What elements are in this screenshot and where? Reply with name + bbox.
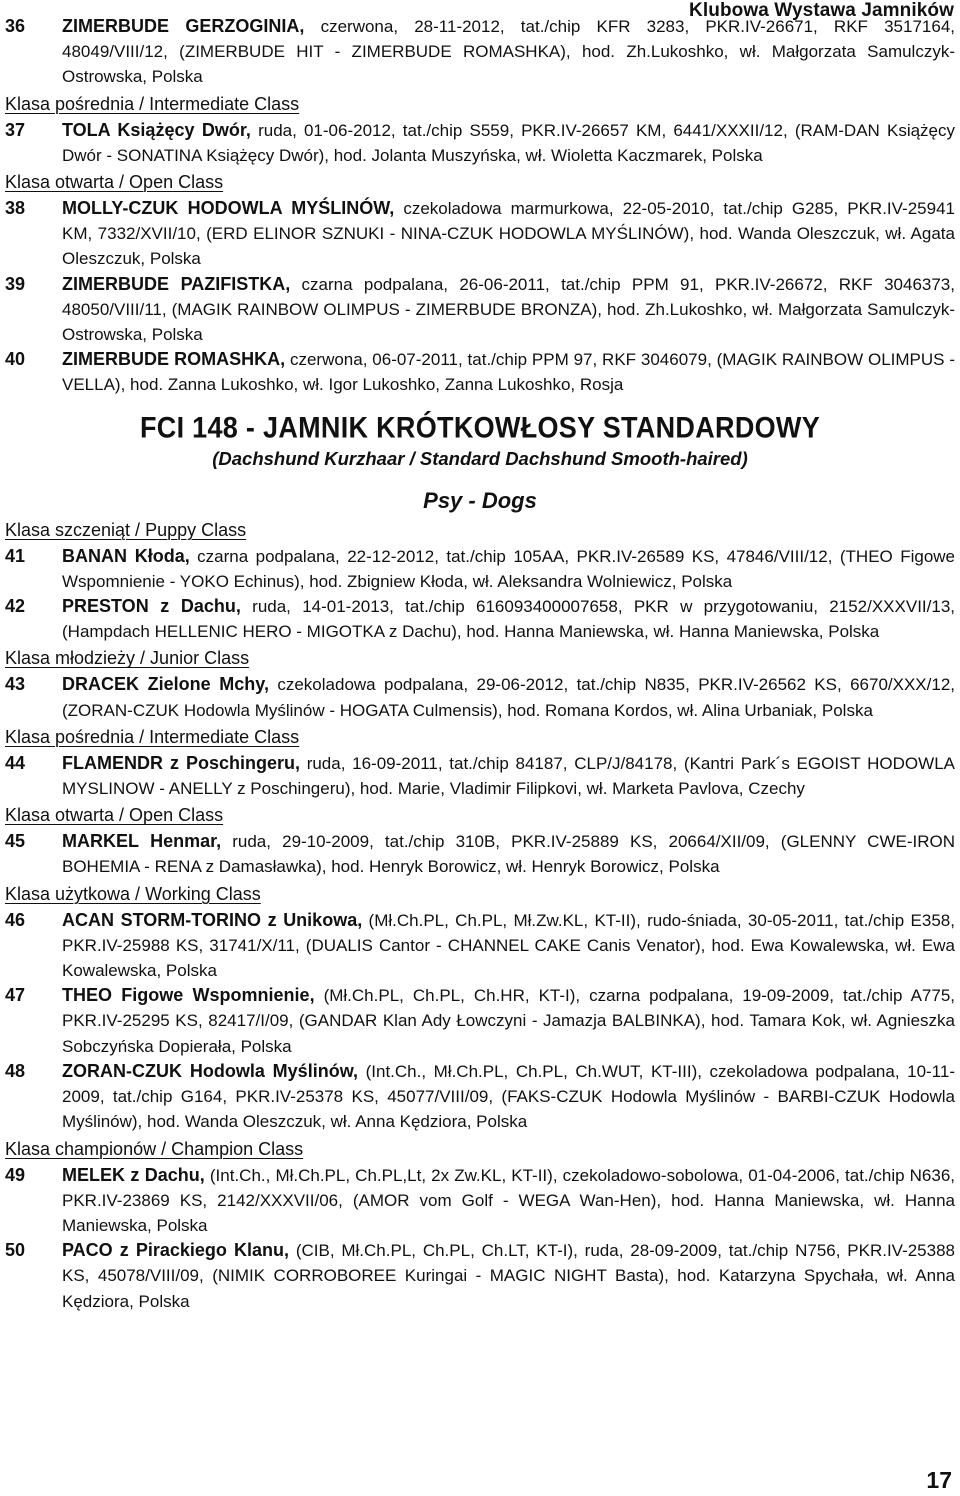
dog-entry [5, 544, 955, 594]
entry-details: ruda, 01-06-2012, tat./chip S559, PKR.IV-26657 KM, 6441/XXXII/12, (RAM-DAN Książęcy Dwór - SONATINA Książęcy Dwór), hod. Jolanta Muszyńska, wł. Wioletta Kaczmarek, Polska [62, 120, 956, 165]
dog-entry [5, 272, 955, 348]
class-heading: Klasa pośrednia / Intermediate Class [5, 93, 300, 114]
dog-name: MARKEL Henmar, [62, 831, 222, 852]
entry-body [62, 118, 955, 168]
entry-body [62, 347, 955, 397]
entry-details: (Int.Ch., Mł.Ch.PL, Ch.PL, Ch.WUT, KT-III), czekoladowa podpalana, 10-11-2009, tat./chip G164, PKR.IV-25378 KS, 45077/VIII/09, (FAKS-CZUK Hodowla Myślinów - BARBI-CZUK Hodowla Myślinów), hod. Wanda Oleszczuk, wł. Anna Kędziora, Polska [62, 1061, 955, 1132]
dog-name: PACO z Pirackiego Klanu, [62, 1240, 290, 1261]
entry-number: 49 [5, 1164, 26, 1185]
dog-entry [5, 594, 955, 644]
class-heading: Klasa użytkowa / Working Class [5, 883, 261, 904]
entry-number: 38 [5, 198, 26, 219]
dog-entry [5, 14, 955, 90]
entry-details: czekoladowa marmurkowa, 22-05-2010, tat./chip G285, PKR.IV-25941 KM, 7332/XVII/10, (ERD ELINOR SZNUKI - NINA-CZUK HODOWLA MYŚLINÓW), hod. Wanda Oleszczuk, wł. Agata Oleszczuk, Polska [62, 199, 955, 269]
entry-number: 43 [5, 674, 26, 695]
entry-body [62, 983, 955, 1059]
class-heading: Klasa otwarta / Open Class [5, 805, 224, 826]
dog-name: PRESTON z Dachu, [62, 596, 241, 617]
entry-body [62, 272, 955, 348]
breed-title: FCI 148 - JAMNIK KRÓTKOWŁOSY STANDARDOWY [139, 411, 821, 444]
entry-body [62, 14, 955, 90]
entry-details: czerwona, 06-07-2011, tat./chip PPM 97, RKF 3046079, (MAGIK RAINBOW OLIMPUS - VELLA), hod. Zanna Lukoshko, wł. Igor Lukoshko, Zanna Lukoshko, Rosja [62, 350, 955, 395]
entry-details: (Mł.Ch.PL, Ch.PL, Mł.Zw.KL, KT-II), rudo-śniada, 30-05-2011, tat./chip E358, PKR.IV-25988 KS, 31741/X/11, (DUALIS Cantor - CHANNEL CAKE Canis Venator), hod. Ewa Kowalewska, wł. Ewa Kowalewska, Polska [62, 910, 955, 981]
dog-entry [5, 983, 955, 1059]
entry-number: 46 [5, 909, 26, 930]
dog-name: BANAN Kłoda, [62, 545, 190, 566]
entry-details: czerwona, 28-11-2012, tat./chip KFR 3283, PKR.IV-26671, RKF 3517164, 48049/VIII/12, (ZIMERBUDE HIT - ZIMERBUDE ROMASHKA), hod. Zh.Lukoshko, wł. Małgorzata Samulczyk-Ostrowska, Polska [62, 17, 955, 87]
entry-details: czarna podpalana, 26-06-2011, tat./chip PPM 91, PKR.IV-26672, RKF 3046373, 48050/VIII/11, (MAGIK RAINBOW OLIMPUS - ZIMERBUDE BRONZA), hod. Zh.Lukoshko, wł. Małgorzata Samulczyk-Ostrowska, Polska [62, 274, 955, 345]
catalog-content [5, 14, 955, 1314]
dog-entry [5, 672, 955, 722]
dog-entry [5, 1059, 955, 1135]
entry-details: (Mł.Ch.PL, Ch.PL, Ch.HR, KT-I), czarna podpalana, 19-09-2009, tat./chip A775, PKR.IV-25295 KS, 82417/I/09, (GANDAR Klan Ady Łowczyni - Jamazja BALBINKA), hod. Tamara Kok, wł. Agnieszka Sobczyńska Dopierała, Polska [62, 986, 955, 1056]
gender-heading: Psy - Dogs [423, 487, 537, 513]
dog-entry [5, 908, 955, 984]
class-heading: Klasa szczeniąt / Puppy Class [5, 519, 247, 540]
page-number: 17 [926, 1467, 952, 1493]
running-header: Klubowa Wystawa Jamników [689, 0, 954, 21]
entry-body [62, 672, 955, 722]
entry-body [62, 196, 955, 272]
entry-body [62, 544, 955, 594]
class-heading: Klasa championów / Champion Class [5, 1138, 304, 1159]
entry-details: (Int.Ch., Mł.Ch.PL, Ch.PL,Lt, 2x Zw.KL, KT-II), czekoladowo-sobolowa, 01-04-2006, tat./chip N636, PKR.IV-23869 KS, 2142/XXXVII/06, (AMOR vom Golf - WEGA Wan-Hen), hod. Hanna Maniewska, wł. Hanna Maniewska, Polska [62, 1165, 956, 1235]
entry-details: czarna podpalana, 22-12-2012, tat./chip 105AA, PKR.IV-26589 KS, 47846/VIII/12, (THEO Figowe Wspomnienie - YOKO Echinus), hod. Zbigniew Kłoda, wł. Aleksandra Wolniewicz, Polska [62, 546, 956, 591]
dog-name: ZORAN-CZUK Hodowla Myślinów, [62, 1060, 359, 1081]
entry-number: 48 [5, 1060, 26, 1081]
entry-number: 41 [5, 545, 26, 566]
dog-name: MOLLY-CZUK HODOWLA MYŚLINÓW, [62, 198, 395, 219]
dog-name: DRACEK Zielone Mchy, [62, 674, 269, 695]
dog-name: THEO Figowe Wspomnienie, [62, 985, 315, 1006]
dog-name: FLAMENDR z Poschingeru, [62, 752, 300, 773]
entry-number: 40 [5, 349, 26, 370]
entry-body [62, 829, 955, 879]
entry-number: 50 [5, 1240, 26, 1261]
class-heading: Klasa młodzieży / Junior Class [5, 648, 250, 669]
entries-bottom [5, 518, 955, 1314]
entry-body [62, 908, 955, 984]
dog-entry [5, 1238, 955, 1314]
dog-name: ZIMERBUDE GERZOGINIA, [62, 16, 305, 36]
dog-entry [5, 829, 955, 879]
entry-number: 44 [5, 752, 26, 773]
entry-details: (CIB, Mł.Ch.PL, Ch.PL, Ch.LT, KT-I), ruda, 28-09-2009, tat./chip N756, PKR.IV-25388 KS, 45078/VIII/09, (NIMIK CORROBOREE Kuringai - MAGIC NIGHT Basta), hod. Katarzyna Spychała, wł. Anna Kędziora, Polska [62, 1241, 955, 1311]
entries-top [5, 14, 955, 398]
entry-body [62, 1163, 955, 1239]
entry-number: 39 [5, 273, 26, 294]
dog-name: TOLA Książęcy Dwór, [62, 119, 251, 140]
dog-name: ACAN STORM-TORINO z Unikowa, [62, 909, 363, 930]
dog-entry [5, 1163, 955, 1239]
dog-entry [5, 196, 955, 272]
breed-section-header [5, 410, 955, 516]
dog-name: ZIMERBUDE PAZIFISTKA, [62, 273, 291, 294]
class-heading: Klasa otwarta / Open Class [5, 172, 224, 193]
entry-number: 45 [5, 831, 26, 852]
entry-number: 36 [5, 16, 26, 36]
entry-number: 37 [5, 119, 26, 140]
entry-details: czekoladowa podpalana, 29-06-2012, tat./chip N835, PKR.IV-26562 KS, 6670/XXX/12, (ZORAN-CZUK Hodowla Myślinów - HOGATA Culmensis), hod. Romana Kordos, wł. Alina Urbaniak, Polska [62, 675, 955, 720]
entry-number: 47 [5, 985, 26, 1006]
entry-body [62, 1238, 955, 1314]
dog-entry [5, 751, 955, 801]
entry-details: ruda, 16-09-2011, tat./chip 84187, CLP/J/84178, (Kantri Park´s EGOIST HODOWLA MYSLINOW - ANELLY z Poschingeru), hod. Marie, Vladimir Filipkovi, wł. Marketa Pavlova, Czechy [62, 753, 955, 799]
dog-name: ZIMERBUDE ROMASHKA, [62, 349, 286, 370]
entry-body [62, 751, 955, 801]
entry-details: ruda, 14-01-2013, tat./chip 616093400007658, PKR w przygotowaniu, 2152/XXXVII/13, (Hampdach HELLENIC HERO - MIGOTKA z Dachu), hod. Hanna Maniewska, wł. Hanna Maniewska, Polska [62, 597, 955, 642]
dog-entry [5, 118, 955, 168]
entry-details: ruda, 29-10-2009, tat./chip 310B, PKR.IV-25889 KS, 20664/XII/09, (GLENNY CWE-IRON BOHEMIA - RENA z Damasławka), hod. Henryk Borowicz, wł. Henryk Borowicz, Polska [62, 832, 955, 877]
breed-subtitle: (Dachshund Kurzhaar / Standard Dachshund Smooth-haired) [212, 447, 748, 469]
entry-body [62, 594, 955, 644]
dog-name: MELEK z Dachu, [62, 1164, 205, 1185]
entry-number: 42 [5, 596, 26, 617]
class-heading: Klasa pośrednia / Intermediate Class [5, 726, 300, 747]
entry-body [62, 1059, 955, 1135]
dog-entry [5, 347, 955, 397]
